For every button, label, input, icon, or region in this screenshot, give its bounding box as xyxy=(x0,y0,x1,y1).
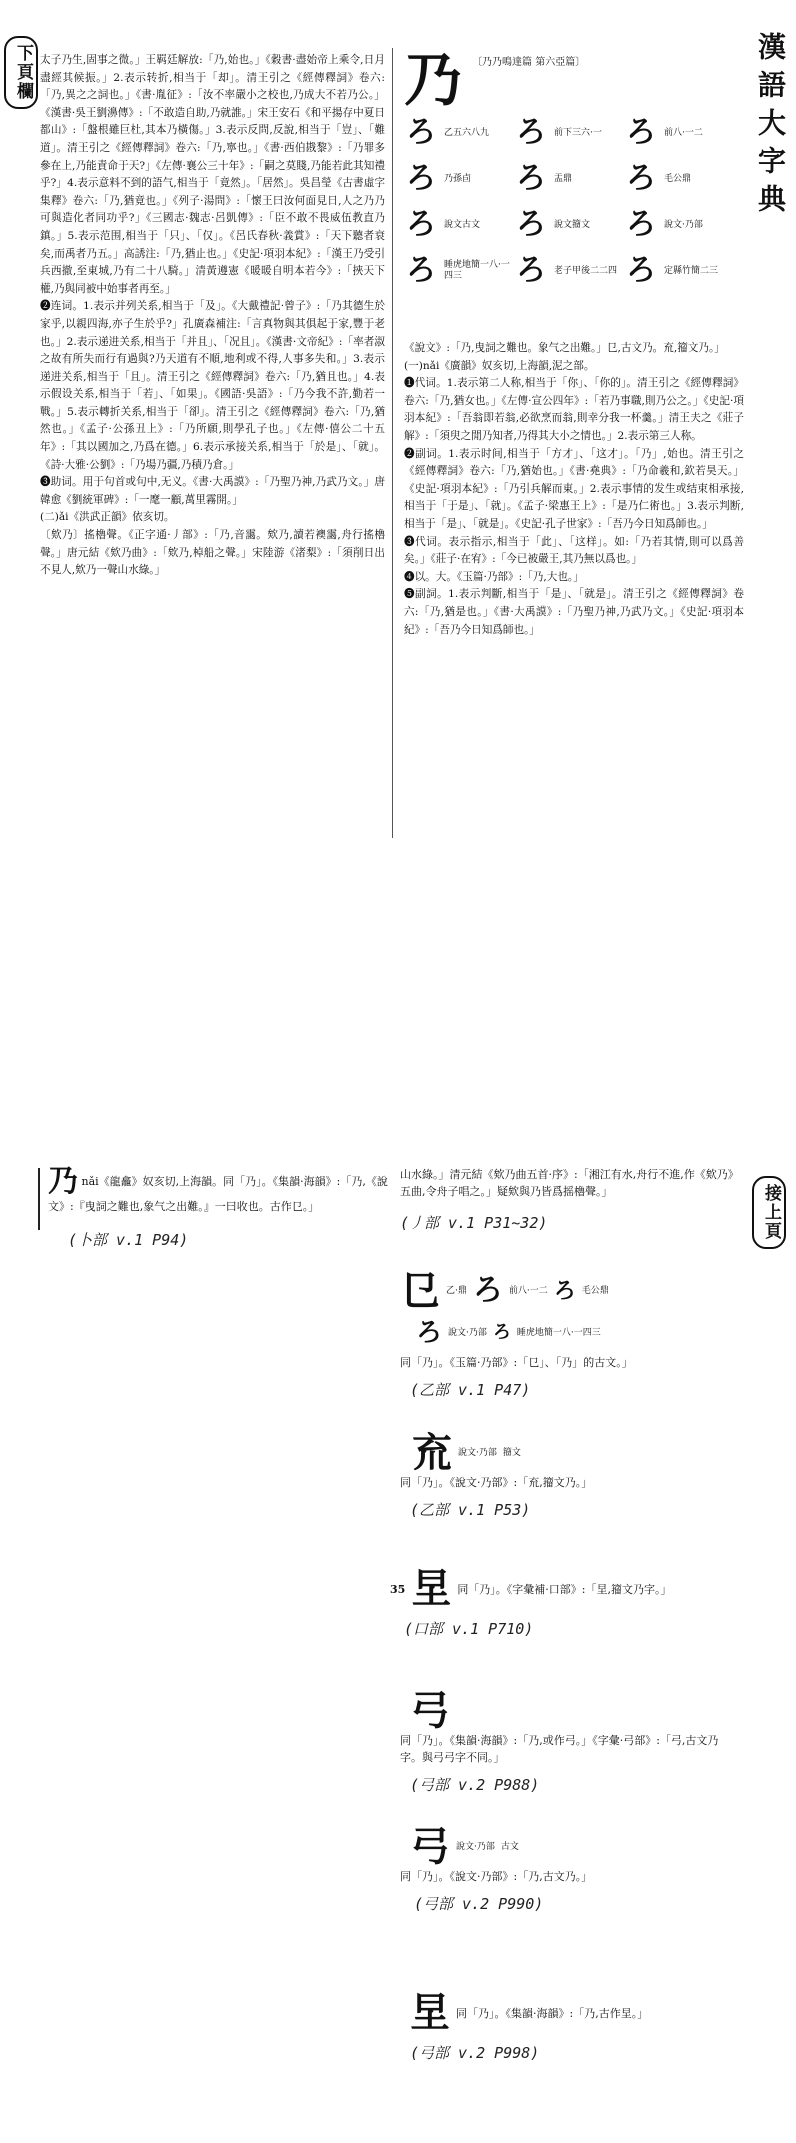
ancient-glyph-form: ろ xyxy=(516,161,546,196)
page-number-fragment: 35 xyxy=(390,1582,406,1596)
ancient-glyph-form: ろ xyxy=(626,115,656,150)
clipping-entry-6 xyxy=(400,1687,740,1795)
ancient-glyph-cell xyxy=(514,116,624,150)
ancient-glyph-source: 盂鼎 xyxy=(554,173,573,184)
clipping-edge xyxy=(38,1168,40,1230)
clipping-glyph-source-4a: 說文·乃部 xyxy=(458,1447,497,1458)
ancient-glyph-source: 老子甲後二二四 xyxy=(554,265,618,276)
ancient-glyph-source: 乃孫卣 xyxy=(444,173,472,184)
clipping-text-2: 山水綠。」清元結《欸乃曲五首·序》:「湘江有水,舟行不進,作《欸乃》五曲,令舟子唱之。」疑欸與乃皆爲摇櫓聲。」 xyxy=(400,1168,739,1198)
clipping-char-8: 圼 xyxy=(410,1989,450,2036)
ancient-glyph-cell xyxy=(514,162,624,196)
right-paragraph-2: (一)nǎi《廣韻》奴亥切,上海韻,泥之部。 xyxy=(404,359,595,372)
clipping-text-5: 同「乃」。《字彙補·口部》:「圼,籀文乃字。」 xyxy=(457,1582,672,1596)
clipping-char-6: 弓 xyxy=(410,1687,450,1734)
ancient-glyph-grid xyxy=(404,116,740,288)
ancient-glyph-source: 說文·乃部 xyxy=(664,219,703,230)
clipping-text-7: 同「乃」。《說文·乃部》:「乃,古文乃。」 xyxy=(400,1870,593,1883)
handwritten-note-6: (弓部 v.2 P988) xyxy=(410,1776,540,1794)
clipping-glyph-3c: ろ xyxy=(553,1278,576,1304)
clipping-entry-7 xyxy=(400,1823,740,1914)
headword-block xyxy=(404,46,740,288)
clipping-text-4: 同「乃」。《說文·乃部》:「㐬,籀文乃。」 xyxy=(400,1476,593,1489)
left-paragraph-1: 太子乃生,固事之微。」王羁廷解放:「乃,始也。」《穀書·盡始帝上乘令,日月盡經其候振。」2.表示转折,相当于「却」。清王引之《經傳釋詞》卷六:「乃,異之之詞也。」《書·胤征》:「汝不率嚴小之校也,乃成大不若乃公。」《漢書·吳王劉濞傳》:「不敢造自助,乃就誰。」宋王安石《和平揚存中夏日都山》:「盤根雖巨杜,其本乃橫傷。」3.表示反問,反說,相当于「豈」、「難道」。清王引之《經傳釋詞》卷六:「乃,寧也。」《書·西伯戡黎》:「乃罪多參在上,乃能責命于天?」《左傳·襄公三十年》:「嗣之莫賤,乃能若此其知禮乎?」4.表示意料不到的語气,相当于「竟然」。「居然」。吳昌瑩《古書虛字集釋》卷六:「乃,猶竟也。」《列子·湯問》:「懷王曰汝何面見日,人之乃乃可與造化者同功乎?」《三國志·魏志·呂凱傳》:「臣不敢不畏威伍教直乃鎮。」5.表示范围,相当于「只」、「仅」。《呂氏春秋·義賞》:「天下聽者衰矣,而禹者乃五。」高誘注:「乃,猶止也。」《史記·項羽本紀》:「漢王乃受引兵西撤,至東城,乃有二十八騎。」清黃遵憲《暖暖自明本若今》:「挾天下權,乃與同被中始事者再至。」 xyxy=(40,54,385,295)
ancient-glyph-form: ろ xyxy=(406,253,436,288)
column-divider xyxy=(392,48,393,838)
clipping-glyph-3e: ろ xyxy=(492,1322,511,1343)
clipping-char-1: 乃 xyxy=(48,1164,78,1199)
handwritten-note-5: (口部 v.1 P710) xyxy=(404,1620,534,1638)
continued-below-badge: 下頁欄 xyxy=(4,36,38,109)
handwritten-note-8: (弓部 v.2 P998) xyxy=(410,2044,540,2062)
ancient-glyph-form: ろ xyxy=(516,207,546,242)
handwritten-note-3: (乙部 v.1 P47) xyxy=(410,1381,531,1399)
dictionary-title: 漢語大字典 xyxy=(754,32,787,222)
clipping-glyph-source-7a: 說文·乃部 xyxy=(456,1841,495,1852)
ancient-glyph-source: 前八·一二 xyxy=(664,127,703,138)
ancient-glyph-form: ろ xyxy=(406,161,436,196)
ancient-glyph-form: ろ xyxy=(516,115,546,150)
clipping-glyph-source-3e: 睡虎地簡一八·一四三 xyxy=(516,1327,601,1338)
clipping-entry-8 xyxy=(400,1989,740,2063)
ancient-glyph-cell xyxy=(624,162,734,196)
ancient-glyph-cell xyxy=(624,116,734,150)
left-paragraph-3: ❸助词。用于句首或句中,无义。《書·大禹謨》:「乃聖乃神,乃武乃文。」唐韓愈《劉統軍碑》:「一麾一顧,萬里霧開。」 xyxy=(40,476,385,506)
handwritten-note-1: (卜部 v.1 P94) xyxy=(68,1231,189,1249)
ancient-glyph-source: 定縣竹簡二三 xyxy=(664,265,719,276)
left-entry-column xyxy=(40,52,385,837)
clipping-glyph-source-7b: 古文 xyxy=(500,1841,519,1852)
right-paragraph-4: ❷副词。1.表示时间,相当于「方才」、「这才」。「乃」,始也。清王引之《經傳釋詞》卷六:「乃,猶始也。」《書·堯典》:「乃命羲和,欽若昊天。」《史記·項羽本紀》:「乃引兵解而東。」2.表示事情的发生或结束相承接,相当于「于是」、「就」。《孟子·梁惠王上》:「是乃仁術也。」3.表示判断,相当于「是」、「就是」。《史記·孔子世家》:「吾乃今日知爲師也。」 xyxy=(404,447,744,530)
ancient-glyph-cell xyxy=(404,254,514,288)
clipping-text-1: nǎi《龍龕》奴亥切,上海韻。同「乃」。《集韻·海韻》:「乃,《說文》:『曳詞之難也,象气之出難。』一曰收也。古作㔾。」 xyxy=(48,1175,388,1213)
ancient-glyph-cell xyxy=(514,254,624,288)
clipping-glyph-source-4b: 籀文 xyxy=(502,1447,521,1458)
clipping-text-6: 同「乃」。《集韻·海韻》:「乃,或作弓。」《字彙·弓部》:「弓,古文乃字。與弓弓字不同。」 xyxy=(400,1734,719,1764)
clipping-char-3: 㔾 xyxy=(400,1267,440,1314)
ancient-glyph-source: 說文古文 xyxy=(444,219,481,230)
ancient-glyph-form: ろ xyxy=(626,161,656,196)
ancient-glyph-cell xyxy=(404,116,514,150)
right-paragraph-3: ❶代词。1.表示第二人称,相当于「你」、「你的」。清王引之《經傳釋詞》卷六:「乃,猶女也。」《左傳·宣公四年》:「若乃事職,則乃公之。」《史記·項羽本紀》:「吾翁即若翁,必欲烹而翁,則幸分我一杯羹。」清王夫之《莊子解》:「須臾之閒乃知者,乃得其大小之情也。」2.表示第三人称。 xyxy=(404,377,744,442)
clipping-entry-5 xyxy=(390,1565,740,1639)
ancient-glyph-cell xyxy=(404,208,514,242)
ancient-glyph-source: 毛公鼎 xyxy=(664,173,692,184)
clipping-entry-2 xyxy=(400,1166,740,1233)
right-paragraph-5: ❸代词。表示指示,相当于「此」、「这样」。如:「乃若其情,則可以爲善矣。」《莊子·在宥》:「今已被嚴王,其乃無以爲也。」 xyxy=(404,535,744,566)
clipping-text-8: 同「乃」。《集韻·海韻》:「乃,古作圼。」 xyxy=(456,2006,649,2020)
clipping-char-7: 弓 xyxy=(410,1823,450,1870)
clipping-glyph-3d: ろ xyxy=(416,1318,443,1348)
handwritten-note-2: (丿部 v.1 P31~32) xyxy=(400,1214,548,1232)
ancient-glyph-source: 前下三六·一 xyxy=(554,127,602,138)
ancient-glyph-form: ろ xyxy=(626,207,656,242)
ancient-glyph-form: ろ xyxy=(406,115,436,150)
left-paragraph-5: 〔欸乃〕搖櫓聲。《正字通·丿部》:「乃,音靄。欸乃,讀若襖靄,舟行搖櫓聲。」唐元結《欸乃曲》:「欸乃,棹船之聲。」宋陸游《渚梨》:「須削日出不見人,欸乃一聲山水綠。」 xyxy=(40,529,385,577)
headword-pronunciation: 〔乃乃鳴達篇 第六亞篇〕 xyxy=(472,57,586,68)
right-paragraph-7: ❺副詞。1.表示判斷,相当于「是」、「就是」。清王引之《經傳釋詞》卷六:「乃,猶是也。」《書·大禹謨》:「乃聖乃神,乃武乃文。」《史記·項羽本紀》:「吾乃今日知爲師也。」 xyxy=(404,588,744,636)
left-paragraph-4: (二)ǎi《洪武正韻》依亥切。 xyxy=(40,511,175,524)
ancient-glyph-cell xyxy=(624,254,734,288)
clipping-entry-1 xyxy=(48,1166,388,1250)
ancient-glyph-cell xyxy=(404,162,514,196)
ancient-glyph-source: 說文籀文 xyxy=(554,219,591,230)
clipping-glyph-source-3b: 前八·一二 xyxy=(508,1285,548,1296)
ancient-glyph-source: 睡虎地簡一八·一四三 xyxy=(444,260,510,281)
ancient-glyph-source: 乙五六八九 xyxy=(444,127,490,138)
headword-char: 乃 xyxy=(404,46,463,114)
continued-from-previous-badge: 接上頁 xyxy=(752,1176,786,1249)
clipping-entry-3 xyxy=(400,1267,740,1400)
clipping-glyph-source-3c: 毛公鼎 xyxy=(581,1285,609,1296)
right-paragraph-6: ❹以。大。《玉篇·乃部》:「乃,大也。」 xyxy=(404,570,584,583)
ancient-glyph-cell xyxy=(514,208,624,242)
handwritten-note-7: (弓部 v.2 P990) xyxy=(414,1895,544,1913)
clipping-char-4: 㐬 xyxy=(412,1429,452,1476)
ancient-glyph-form: ろ xyxy=(626,253,656,288)
ancient-glyph-cell xyxy=(624,208,734,242)
ancient-glyph-form: ろ xyxy=(406,207,436,242)
clipping-glyph-source-3d: 說文·乃部 xyxy=(448,1327,487,1338)
clipping-glyph-source-3a: 乙·鼎 xyxy=(446,1285,467,1296)
handwritten-note-4: (乙部 v.1 P53) xyxy=(410,1501,531,1519)
right-entry-column xyxy=(404,340,744,835)
clipping-glyph-3b: ろ xyxy=(472,1273,503,1308)
left-paragraph-2: ❷连词。1.表示并列关系,相当于「及」。《大戴禮記·曾子》:「乃其德生於家乎,以親四海,亦子生於乎?」孔廣森補注:「言真物與其俱起于家,豐于老也。」2.表示递进关系,相当于「并且」、「况且」。《漢書·文帝紀》:「率者淑之故有所失而行有過與?乃天道有不順,地利或不得,人事多失和。」3.表示递进关系,相当于「且」。清王引之《經傳釋詞》卷六:「乃,猶且也。」4.表示假设关系,相当于「若」、「如果」。《國語·吳語》:「乃今我不許,勤若一戰。」5.表示轉折关系,相当于「卻」。清王引之《經傳釋詞》卷六:「乃,猶然也。」《孟子·公孫丑上》:「乃所願,則學孔子也。」《左傳·僖公二十五年》:「其以國加之,乃爲在德。」6.表示承接关系,相当于「於是」、「就」。《詩·大雅·公劉》:「乃場乃疆,乃積乃倉。」 xyxy=(40,300,385,471)
right-paragraph-1: 《說文》:「乃,曳詞之難也。象气之出難。」㔾,古文乃。㐬,籀文乃。」 xyxy=(404,342,725,354)
clipping-char-5: 圼 xyxy=(411,1565,452,1612)
clipping-text-3: 同「乃」。《玉篇·乃部》:「㔾」、「乃」的古文。」 xyxy=(400,1356,633,1369)
ancient-glyph-form: ろ xyxy=(516,253,546,288)
clipping-entry-4 xyxy=(400,1429,740,1520)
